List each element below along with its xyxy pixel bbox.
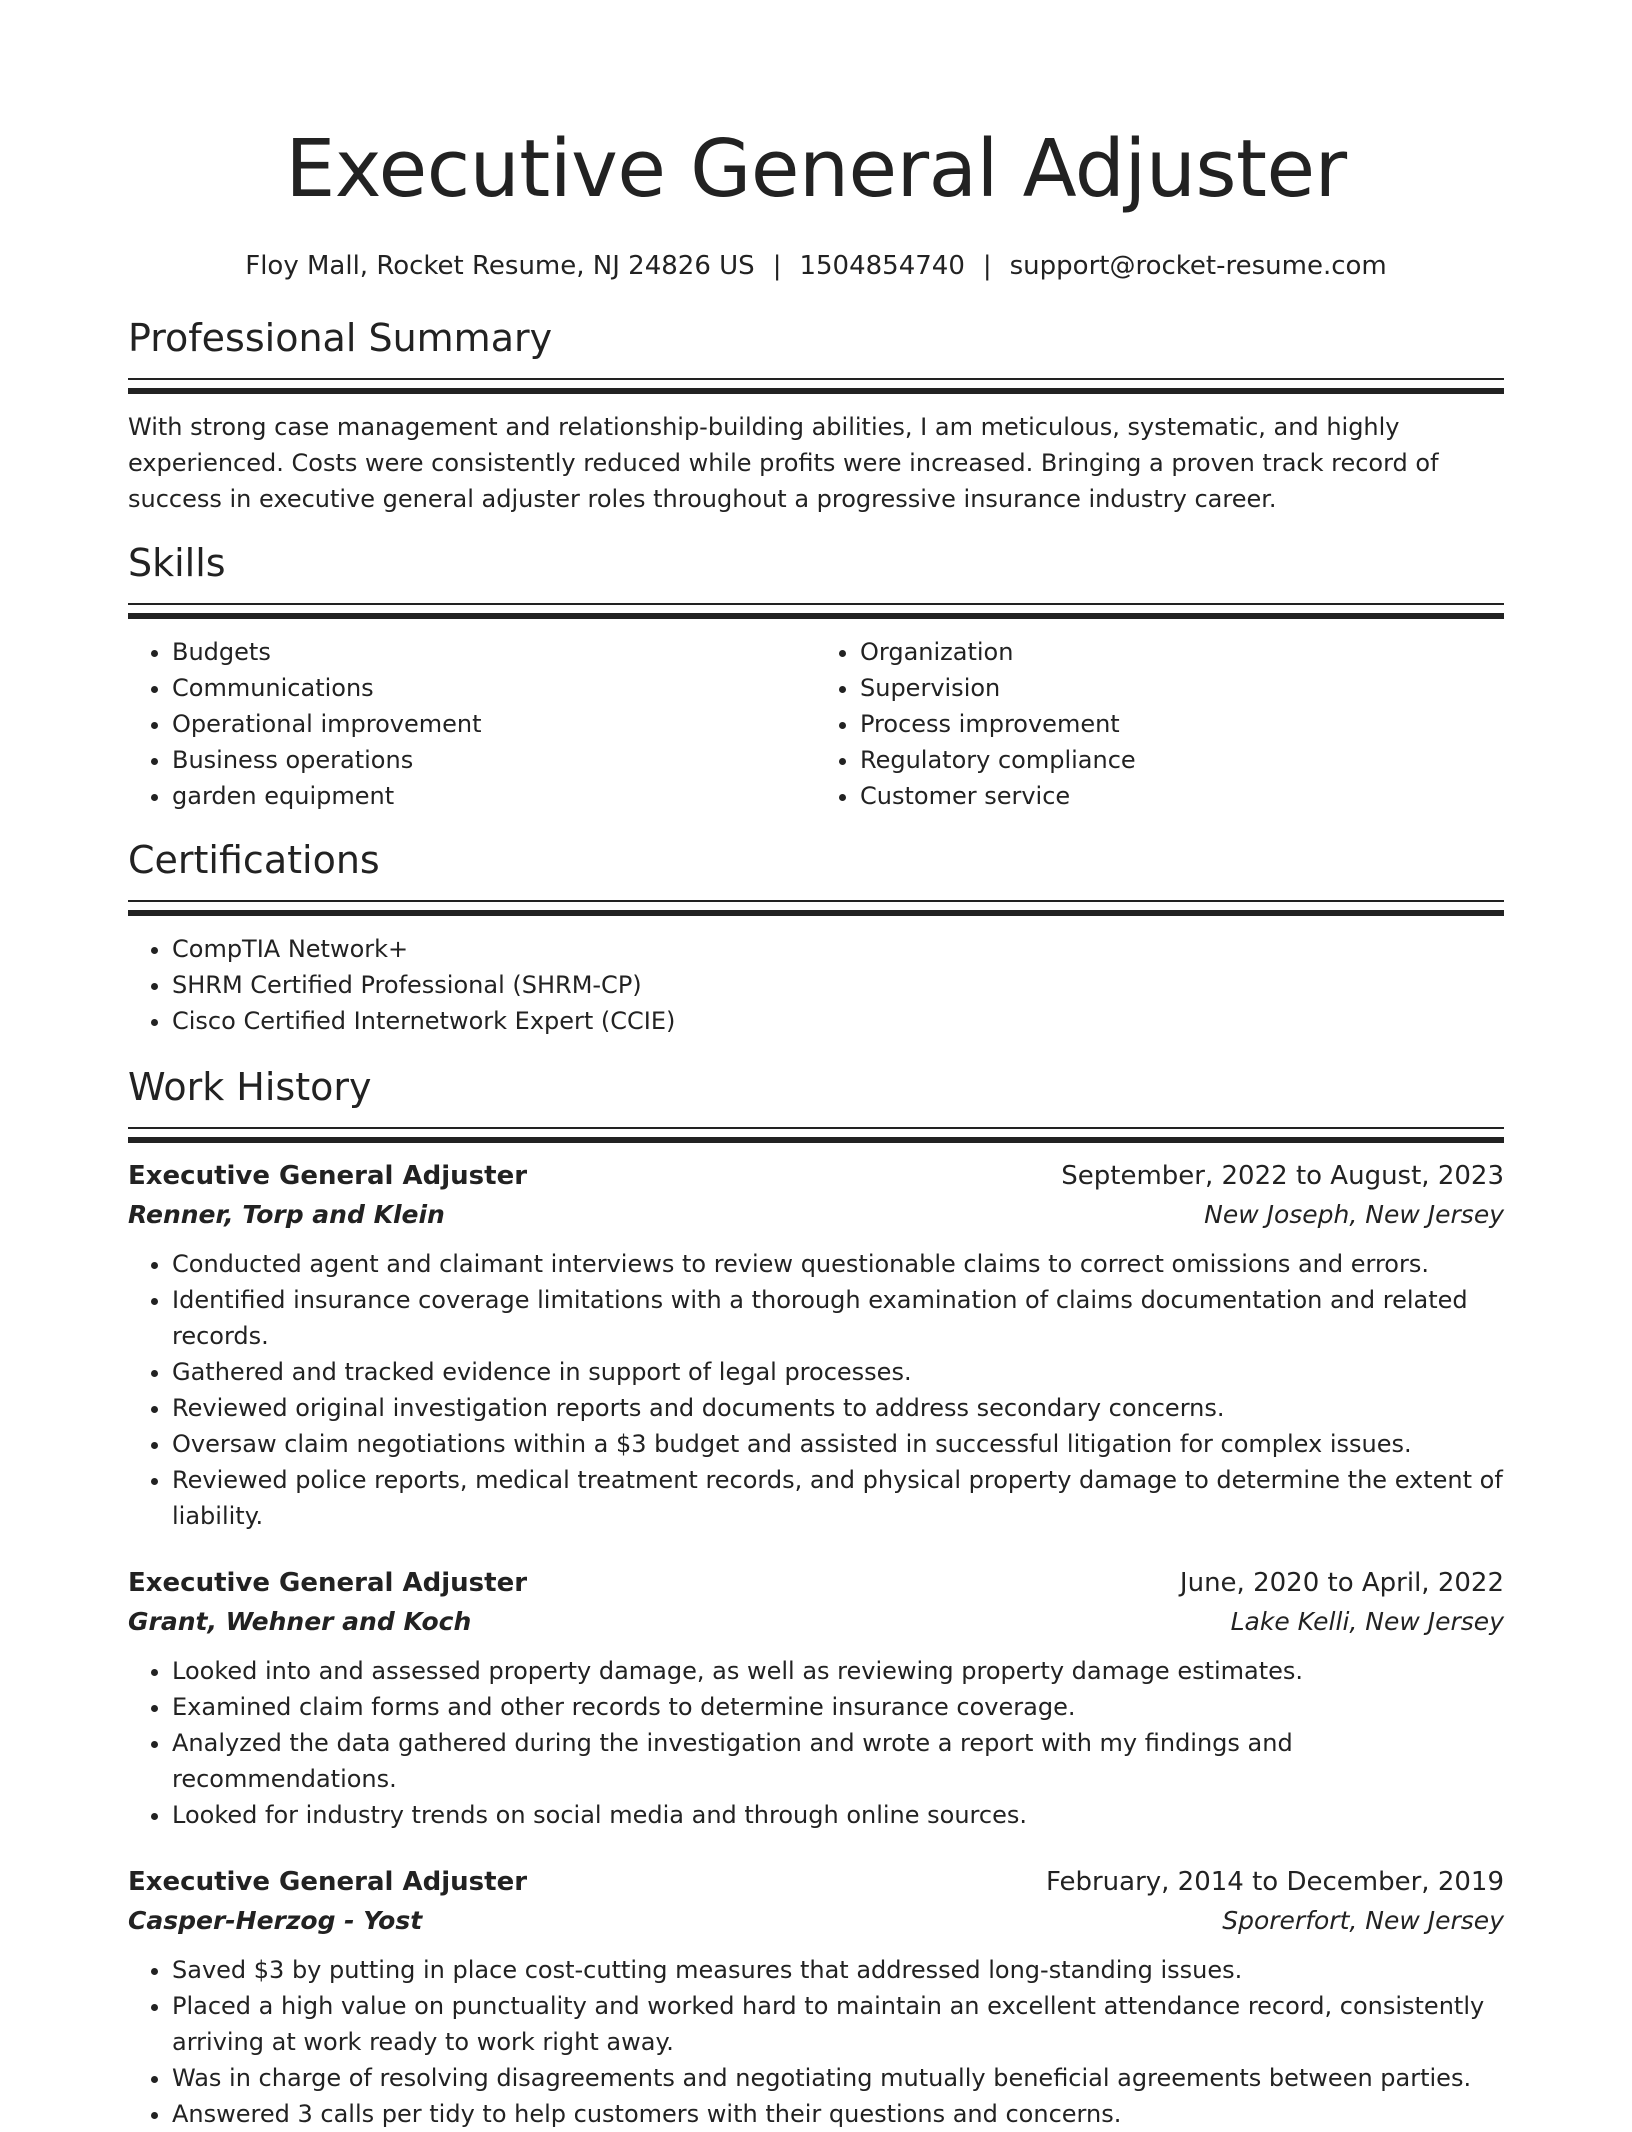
summary-text: With strong case management and relationship-building abilities, I am meticulous, systematic, and highly experienced. Costs were consistently reduced while profits were increased. Bringing a proven track record of success in executive general adjuster roles throughout a progressive insurance industry career.: [128, 413, 1439, 513]
job-bullet: • Gathered and tracked evidence in support of legal processes.: [172, 1354, 1504, 1390]
job-bullet: • Saved $3 by putting in place cost-cutting measures that addressed long-standing issues.: [172, 1952, 1504, 1988]
contact-phone: 1504854740: [799, 251, 965, 281]
job-bullet: • Answered 3 calls per tidy to help customers with their questions and concerns.: [172, 2096, 1504, 2132]
job-bullets: [128, 1653, 1504, 1833]
work-history-section: [128, 1063, 1504, 2132]
section-divider: [128, 378, 1504, 394]
job-bullet: • Conducted agent and claimant interviews to review questionable claims to correct omissions and errors.: [172, 1246, 1504, 1282]
job-header: [128, 1863, 1504, 1901]
job-title: Executive General Adjuster: [128, 1867, 528, 1897]
summary-section: [128, 314, 1504, 517]
contact-separator: |: [982, 251, 992, 281]
section-title-skills: Skills: [128, 541, 226, 585]
certifications-list: [128, 931, 1504, 1039]
skill-item: • Customer service: [860, 778, 1504, 814]
job-entry: [128, 1863, 1504, 2132]
skill-item: • Business operations: [172, 742, 816, 778]
contact-separator: |: [772, 251, 782, 281]
contact-line: [128, 248, 1504, 284]
section-divider: [128, 900, 1504, 916]
job-dates: February, 2014 to December, 2019: [1045, 1867, 1504, 1897]
skill-item: • Organization: [860, 634, 1504, 670]
skills-list-left: [128, 634, 816, 814]
job-subheader: [128, 1195, 1504, 1235]
section-divider: [128, 1127, 1504, 1143]
job-location: Lake Kelli, New Jersey: [1230, 1607, 1504, 1636]
resume-name: Executive General Adjuster: [285, 123, 1347, 215]
job-company: Renner, Torp and Klein: [128, 1200, 445, 1229]
job-location: New Joseph, New Jersey: [1204, 1200, 1504, 1229]
skill-item: • Budgets: [172, 634, 816, 670]
job-company: Grant, Wehner and Koch: [128, 1607, 472, 1636]
job-bullet: • Reviewed original investigation reports and documents to address secondary concerns.: [172, 1390, 1504, 1426]
certification-item: • CompTIA Network+: [172, 931, 1504, 967]
job-bullet: • Identified insurance coverage limitations with a thorough examination of claims documentation and related records.: [172, 1282, 1504, 1354]
skill-item: • Supervision: [860, 670, 1504, 706]
contact-email: support@rocket-resume.com: [1009, 251, 1387, 281]
section-title-summary: Professional Summary: [128, 316, 553, 360]
job-bullets: [128, 1246, 1504, 1534]
skill-item: • Communications: [172, 670, 816, 706]
skill-item: • Process improvement: [860, 706, 1504, 742]
skill-item: • garden equipment: [172, 778, 816, 814]
skills-list-right: [816, 634, 1504, 814]
job-bullet: • Looked into and assessed property damage, as well as reviewing property damage estimates.: [172, 1653, 1504, 1689]
skills-section: [128, 539, 1504, 814]
job-entry: [128, 1157, 1504, 1534]
job-entry: [128, 1564, 1504, 1833]
section-title-work-history: Work History: [128, 1065, 372, 1109]
job-bullet: • Examined claim forms and other records to determine insurance coverage.: [172, 1689, 1504, 1725]
job-bullet: • Looked for industry trends on social media and through online sources.: [172, 1797, 1504, 1833]
job-header: [128, 1564, 1504, 1602]
job-dates: September, 2022 to August, 2023: [1061, 1161, 1504, 1191]
job-subheader: [128, 1602, 1504, 1642]
skill-item: • Regulatory compliance: [860, 742, 1504, 778]
job-bullet: • Placed a high value on punctuality and worked hard to maintain an excellent attendance record, consistently arriving at work ready to work right away.: [172, 1988, 1504, 2060]
job-subheader: [128, 1901, 1504, 1941]
job-dates: June, 2020 to April, 2022: [1179, 1568, 1504, 1598]
job-bullets: [128, 1952, 1504, 2132]
contact-address: Floy Mall, Rocket Resume, NJ 24826 US: [245, 251, 755, 281]
job-bullet: • Reviewed police reports, medical treatment records, and physical property damage to determine the extent of liability.: [172, 1462, 1504, 1534]
job-company: Casper-Herzog - Yost: [128, 1906, 423, 1935]
job-bullet: • Oversaw claim negotiations within a $3 budget and assisted in successful litigation for complex issues.: [172, 1426, 1504, 1462]
job-title: Executive General Adjuster: [128, 1161, 528, 1191]
skills-columns: [128, 634, 1504, 814]
job-header: [128, 1157, 1504, 1195]
skill-item: • Operational improvement: [172, 706, 816, 742]
certifications-section: [128, 836, 1504, 1039]
job-location: Sporerfort, New Jersey: [1222, 1906, 1504, 1935]
job-title: Executive General Adjuster: [128, 1568, 528, 1598]
section-divider: [128, 603, 1504, 619]
job-bullet: • Was in charge of resolving disagreements and negotiating mutually beneficial agreements between parties.: [172, 2060, 1504, 2096]
certification-item: • SHRM Certified Professional (SHRM-CP): [172, 967, 1504, 1003]
certification-item: • Cisco Certified Internetwork Expert (CCIE): [172, 1003, 1504, 1039]
section-title-certifications: Certifications: [128, 838, 380, 882]
job-bullet: • Analyzed the data gathered during the investigation and wrote a report with my findings and recommendations.: [172, 1725, 1504, 1797]
